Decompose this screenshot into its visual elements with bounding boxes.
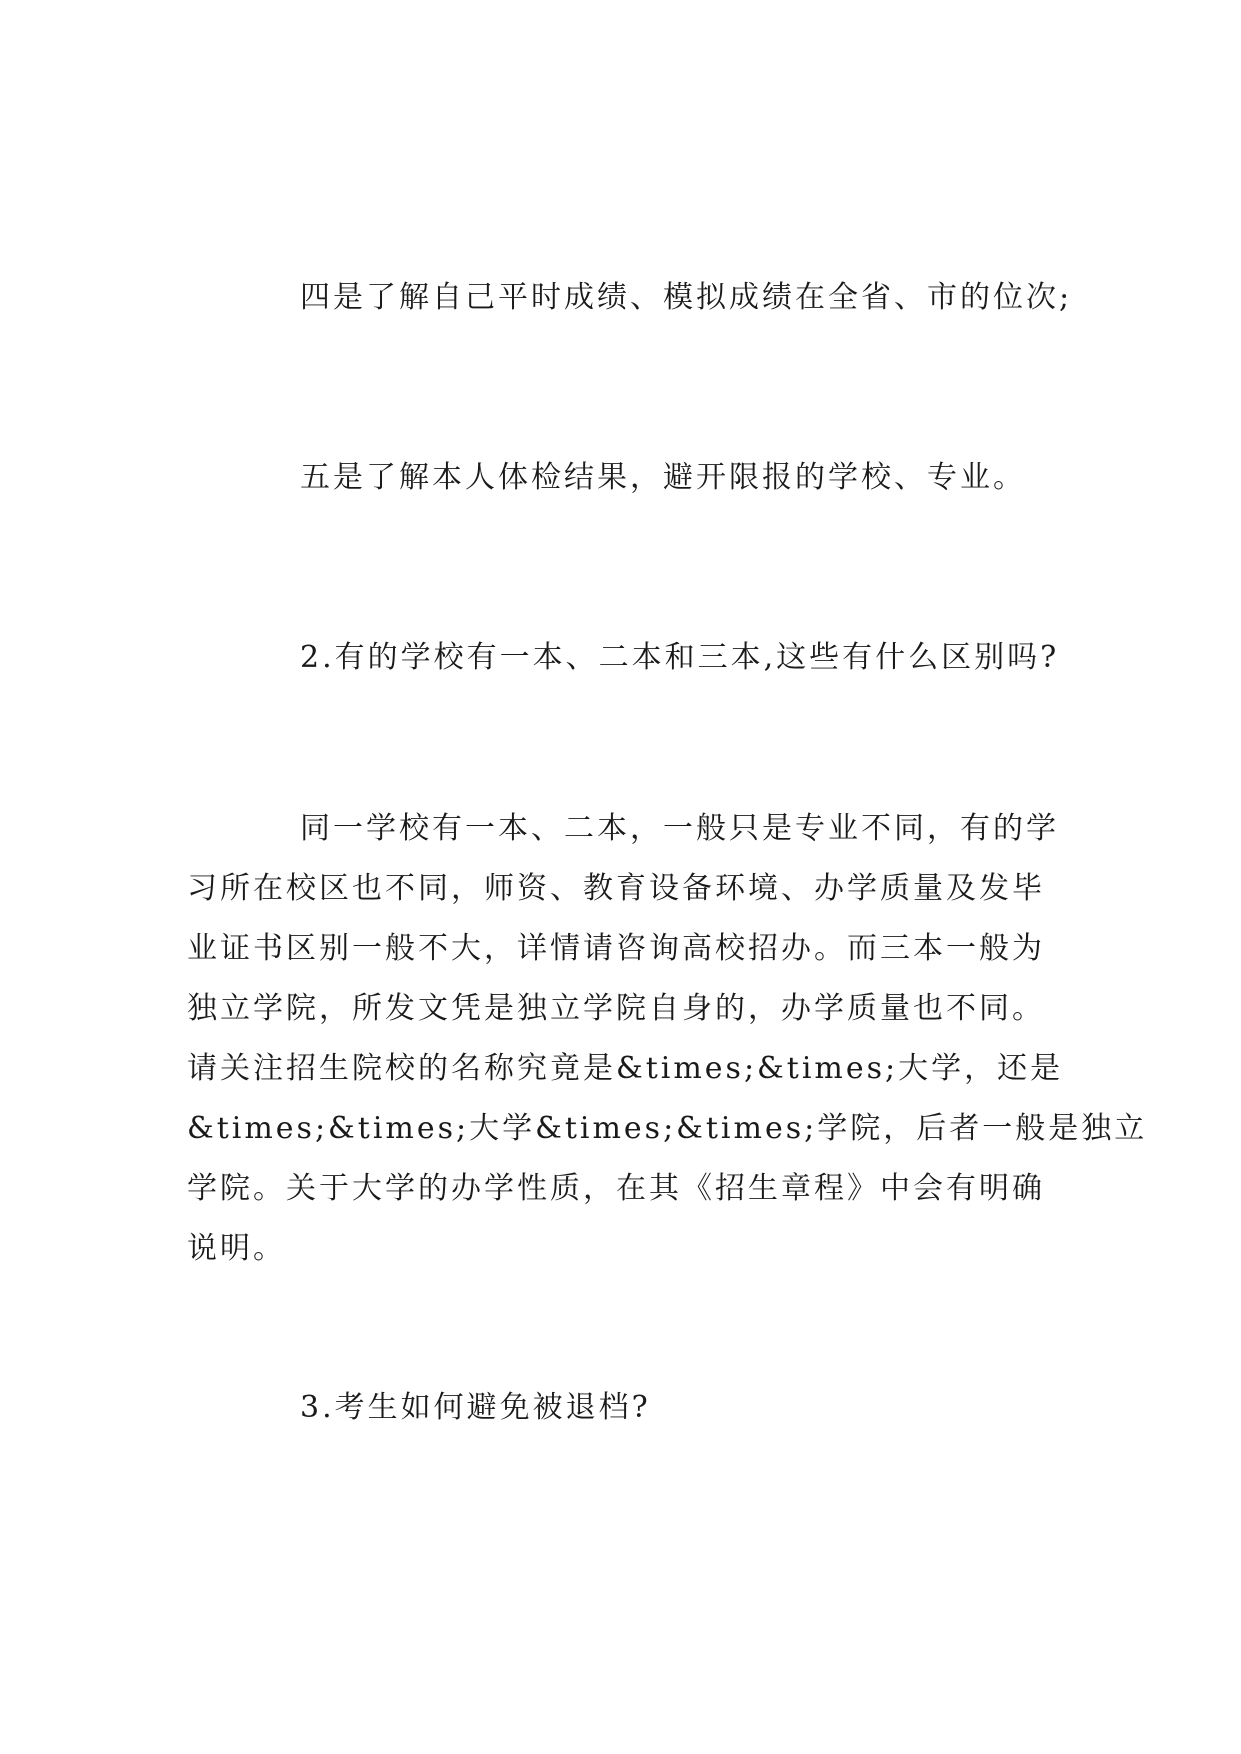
question-heading-3: 3.考生如何避免被退档? [300, 1390, 651, 1425]
paragraph-item-four: 四是了解自己平时成绩、模拟成绩在全省、市的位次; [300, 280, 1073, 315]
answer-line: &times;&times;大学&times;&times;学院，后者一般是独立 [187, 1111, 1148, 1146]
answer-line: 说明。 [187, 1231, 286, 1266]
answer-line: 习所在校区也不同，师资、教育设备环境、办学质量及发毕 [187, 871, 1045, 906]
question-heading-2: 2.有的学校有一本、二本和三本,这些有什么区别吗? [300, 640, 1060, 675]
answer-line: 学院。关于大学的办学性质，在其《招生章程》中会有明确 [187, 1171, 1045, 1206]
paragraph-item-five: 五是了解本人体检结果，避开限报的学校、专业。 [300, 460, 1026, 495]
answer-line: 独立学院，所发文凭是独立学院自身的，办学质量也不同。 [187, 991, 1045, 1026]
answer-line: 业证书区别一般不大，详情请咨询高校招办。而三本一般为 [187, 931, 1045, 966]
answer-line: 同一学校有一本、二本，一般只是专业不同，有的学 [300, 811, 1059, 846]
answer-paragraph-2 [187, 799, 1148, 1279]
answer-line: 请关注招生院校的名称究竟是&times;&times;大学，还是 [187, 1051, 1064, 1086]
